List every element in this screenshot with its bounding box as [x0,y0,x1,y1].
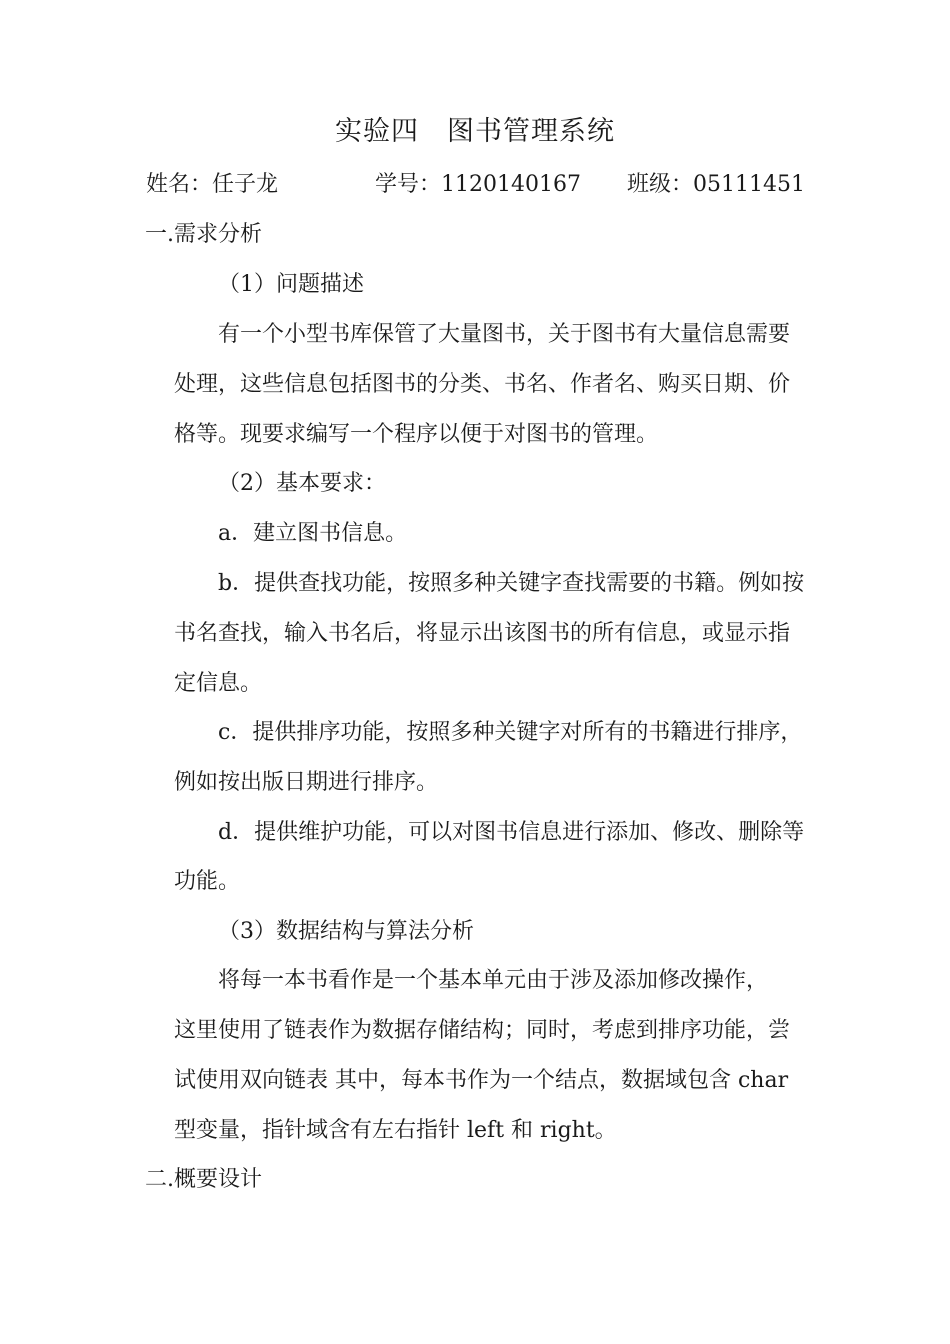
section-heading-overview-design: 二.概要设计 [145,1167,262,1192]
paragraph-line: 格等。现要求编写一个程序以便于对图书的管理。 [174,422,659,447]
subheading-data-structures: （3）数据结构与算法分析 [218,919,474,944]
paragraph-line: 型变量，指针域含有左右指针 left 和 right。 [174,1118,617,1143]
section-heading-requirements: 一.需求分析 [145,222,262,247]
paragraph-line: 将每一本书看作是一个基本单元由于涉及添加修改操作， [218,968,769,993]
requirement-a: a．建立图书信息。 [218,521,408,546]
requirement-b-line: 定信息。 [174,671,263,696]
requirement-c-line: c．提供排序功能，按照多种关键字对所有的书籍进行排序， [218,720,803,745]
paragraph-line: 这里使用了链表作为数据存储结构；同时，考虑到排序功能，尝 [174,1018,791,1043]
requirement-d-line: 功能。 [174,869,241,894]
paragraph-line: 处理，这些信息包括图书的分类、书名、作者名、购买日期、价 [174,372,791,397]
requirement-d-line: d．提供维护功能，可以对图书信息进行添加、修改、删除等 [218,820,805,845]
requirement-b-line: 书名查找，输入书名后，将显示出该图书的所有信息，或显示指 [174,621,791,646]
subheading-problem-description: （1）问题描述 [218,272,364,297]
requirement-b-line: b．提供查找功能，按照多种关键字查找需要的书籍。例如按 [218,571,805,596]
student-class: 班级：05111451 [627,172,805,197]
student-name: 姓名：任子龙 [146,172,279,197]
document-title: 实验四 图书管理系统 [335,116,615,147]
student-id: 学号：1120140167 [375,172,581,197]
requirement-c-line: 例如按出版日期进行排序。 [174,770,439,795]
subheading-basic-requirements: （2）基本要求： [218,471,386,496]
paragraph-line: 有一个小型书库保管了大量图书，关于图书有大量信息需要 [218,322,791,347]
student-info [0,170,950,200]
paragraph-line: 试使用双向链表 其中，每本书作为一个结点，数据域包含 char [174,1068,789,1093]
